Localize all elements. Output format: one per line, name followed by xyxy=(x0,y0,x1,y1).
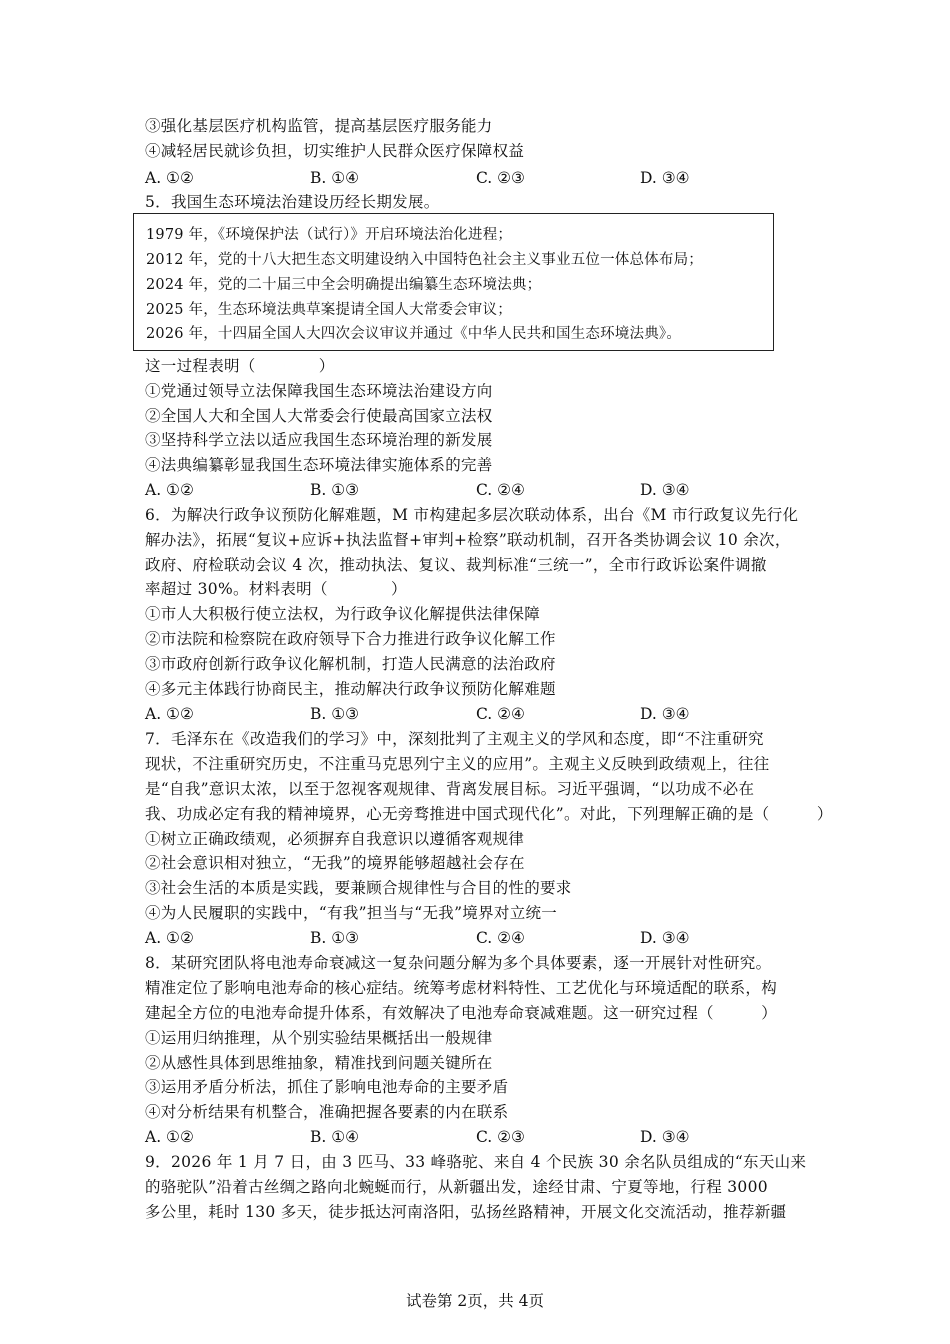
q5-material-box xyxy=(133,213,774,351)
q7-stem-line: 现状，不注重研究历史，不注重马克思列宁主义的应用”。主观主义反映到政绩观上，往往 xyxy=(145,755,770,773)
q5-stem: 5．我国生态环境法治建设历经长期发展。 xyxy=(145,193,440,211)
q5-option-b: B. ①③ xyxy=(310,481,360,499)
q8-option-c: C. ②③ xyxy=(476,1128,525,1146)
q9-stem-line: 的骆驼队”沿着古丝绸之路向北蜿蜒而行，从新疆出发，途经甘肃、宁夏等地，行程 3000 xyxy=(145,1178,768,1196)
q6-stem-line: 解办法》，拓展“复议+应诉+执法监督+审判+检察”联动机制，召开各类协调会议 10 余次， xyxy=(145,531,791,549)
q8-stem-line: 建起全方位的电池寿命提升体系，有效解决了电池寿命衰减难题。这一研究过程（ ） xyxy=(145,1004,778,1022)
q7-option-d: D. ③④ xyxy=(640,929,690,947)
q4-option-c: C. ②③ xyxy=(476,169,525,187)
q6-stem-line: 率超过 30%。材料表明（ ） xyxy=(145,580,407,598)
q8-option-b: B. ①④ xyxy=(310,1128,360,1146)
q8-option-a: A. ①② xyxy=(145,1128,194,1146)
q7-option-a: A. ①② xyxy=(145,929,194,947)
q5-item: ③坚持科学立法以适应我国生态环境治理的新发展 xyxy=(145,431,493,449)
q6-stem-line: 6．为解决行政争议预防化解难题，M 市构建起多层次联动体系，出台《M 市行政复议先行化 xyxy=(145,506,799,524)
q7-stem-line: 我、功成必定有我的精神境界，心无旁骛推进中国式现代化”。对此，下列理解正确的是（ ） xyxy=(145,805,833,823)
q5-box-line: 2026 年，十四届全国人大四次会议审议并通过《中华人民共和国生态环境法典》。 xyxy=(146,326,682,342)
q5-item: ②全国人大和全国人大常委会行使最高国家立法权 xyxy=(145,407,493,425)
page-footer: 试卷第 2页，共 4页 xyxy=(405,1292,545,1310)
q8-stem-line: 8．某研究团队将电池寿命衰减这一复杂问题分解为多个具体要素，逐一开展针对性研究。 xyxy=(145,954,772,972)
q8-item: ②从感性具体到思维抽象，精准找到问题关键所在 xyxy=(145,1054,493,1072)
q6-item: ③市政府创新行政争议化解机制，打造人民满意的法治政府 xyxy=(145,655,556,673)
q7-stem-line: 是“自我”意识太浓，以至于忽视客观规律、背离发展目标。习近平强调，“以功成不必在 xyxy=(145,780,755,798)
q7-item: ④为人民履职的实践中，“有我”担当与“无我”境界对立统一 xyxy=(145,904,558,922)
q5-option-a: A. ①② xyxy=(145,481,194,499)
q8-item: ①运用归纳推理，从个别实验结果概括出一般规律 xyxy=(145,1029,493,1047)
q7-item: ③社会生活的本质是实践，要兼顾合规律性与合目的性的要求 xyxy=(145,879,572,897)
q7-option-c: C. ②④ xyxy=(476,929,525,947)
q7-item: ①树立正确政绩观，必须摒弃自我意识以遵循客观规律 xyxy=(145,830,525,848)
q5-box-line: 2012 年，党的十八大把生态文明建设纳入中国特色社会主义事业五位一体总体布局； xyxy=(146,252,704,268)
q6-option-a: A. ①② xyxy=(145,705,194,723)
q4-item-3: ③强化基层医疗机构监管，提高基层医疗服务能力 xyxy=(145,117,493,135)
q9-stem-line: 9．2026 年 1 月 7 日，由 3 匹马、33 峰骆驼、来自 4 个民族 30 余名队员组成的“东天山来 xyxy=(145,1153,807,1171)
q6-item: ①市人大积极行使立法权，为行政争议化解提供法律保障 xyxy=(145,605,541,623)
q7-item: ②社会意识相对独立，“无我”的境界能够超越社会存在 xyxy=(145,854,525,872)
q5-item: ④法典编纂彰显我国生态环境法律实施体系的完善 xyxy=(145,456,493,474)
q5-box-line: 1979 年，《环境保护法（试行）》开启环境法治化进程； xyxy=(146,227,513,243)
q6-stem-line: 政府、府检联动会议 4 次，推动执法、复议、裁判标准“三统一”，全市行政诉讼案件调撤 xyxy=(145,556,767,574)
q9-stem-line: 多公里，耗时 130 多天，徒步抵达河南洛阳，弘扬丝路精神，开展文化交流活动，推荐新疆 xyxy=(145,1203,787,1221)
q6-option-d: D. ③④ xyxy=(640,705,690,723)
q6-option-b: B. ①③ xyxy=(310,705,360,723)
q5-item: ①党通过领导立法保障我国生态环境法治建设方向 xyxy=(145,382,493,400)
q5-question: 这一过程表明（ ） xyxy=(145,357,335,375)
q7-option-b: B. ①③ xyxy=(310,929,360,947)
q8-item: ③运用矛盾分析法，抓住了影响电池寿命的主要矛盾 xyxy=(145,1078,509,1096)
q5-option-d: D. ③④ xyxy=(640,481,690,499)
q7-stem-line: 7．毛泽东在《改造我们的学习》中，深刻批判了主观主义的学风和态度，即“不注重研究 xyxy=(145,730,764,748)
q6-option-c: C. ②④ xyxy=(476,705,525,723)
q8-stem-line: 精准定位了影响电池寿命的核心症结。统筹考虑材料特性、工艺优化与环境适配的联系，构 xyxy=(145,979,778,997)
q4-option-b: B. ①④ xyxy=(310,169,360,187)
q5-option-c: C. ②④ xyxy=(476,481,525,499)
q5-box-line: 2024 年，党的二十届三中全会明确提出编纂生态环境法典； xyxy=(146,277,542,293)
q6-item: ②市法院和检察院在政府领导下合力推进行政争议化解工作 xyxy=(145,630,556,648)
q8-option-d: D. ③④ xyxy=(640,1128,690,1146)
q4-item-4: ④减轻居民就诊负担，切实维护人民群众医疗保障权益 xyxy=(145,142,525,160)
q4-option-a: A. ①② xyxy=(145,169,194,187)
q8-item: ④对分析结果有机整合，准确把握各要素的内在联系 xyxy=(145,1103,509,1121)
q6-item: ④多元主体践行协商民主，推动解决行政争议预防化解难题 xyxy=(145,680,556,698)
q5-box-line: 2025 年，生态环境法典草案提请全国人大常委会审议； xyxy=(146,302,512,318)
q4-option-d: D. ③④ xyxy=(640,169,690,187)
